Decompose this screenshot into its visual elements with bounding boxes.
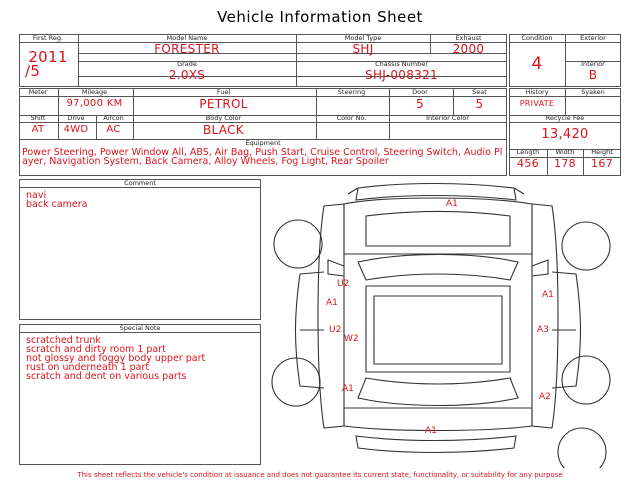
recycle-fee-label: Recycle Fee bbox=[545, 114, 585, 122]
door-label: Door bbox=[412, 88, 428, 96]
fuel-label: Fuel bbox=[216, 88, 231, 96]
width-value: 178 bbox=[554, 157, 576, 170]
length-label: Length bbox=[516, 148, 540, 156]
damage-mark-left-a1-b: A1 bbox=[342, 384, 354, 394]
damage-mark-right-a2: A2 bbox=[539, 392, 551, 402]
damage-mark-left-a1: A1 bbox=[326, 298, 338, 308]
special-note-line: not glossy and foggy body upper part bbox=[26, 353, 206, 364]
seat-label: Seat bbox=[472, 88, 487, 96]
exhaust-value: 2000 bbox=[452, 42, 485, 56]
wheel-front-left bbox=[274, 220, 322, 268]
width-label: Width bbox=[555, 148, 575, 156]
door-value: 5 bbox=[416, 97, 424, 111]
damage-mark-right-a1: A1 bbox=[542, 290, 554, 300]
first-reg-month: /5 bbox=[25, 62, 41, 80]
comment-label: Comment bbox=[124, 179, 156, 187]
drive-label: Drive bbox=[67, 114, 85, 122]
first-reg-year: 2011 bbox=[28, 48, 68, 66]
grade-label: Grade bbox=[177, 60, 197, 68]
mileage-label: Mileage bbox=[81, 88, 108, 96]
syaken-label: Syaken bbox=[581, 88, 605, 96]
chassis-number-label: Chassis Number bbox=[375, 60, 428, 68]
comment-line: back camera bbox=[26, 199, 88, 210]
wheel-rear-right bbox=[562, 356, 610, 404]
seat-value: 5 bbox=[475, 97, 484, 111]
condition-label: Condition bbox=[521, 34, 553, 42]
body-color-label: Body Color bbox=[205, 114, 242, 122]
shift-label: Shift bbox=[30, 114, 46, 122]
disclaimer-footer: This sheet reflects the vehicle's condition at issuance and does not guarantee its current state, functionality, or suitability for any purpose bbox=[77, 471, 563, 479]
wheel-rear-left bbox=[272, 358, 320, 406]
sheet-title: Vehicle Information Sheet bbox=[217, 8, 423, 26]
history-value: PRIVATE bbox=[519, 99, 555, 108]
first-reg-label: First Reg. bbox=[32, 34, 64, 42]
interior-color-label: Interior Color bbox=[426, 114, 469, 122]
special-note-line: scratched trunk bbox=[26, 335, 101, 346]
recycle-fee-value: 13,420 bbox=[541, 127, 589, 142]
exhaust-label: Exhaust bbox=[455, 34, 482, 42]
special-note-label: Special Note bbox=[119, 324, 161, 332]
special-note-line: scratch and dirty room 1 part bbox=[26, 344, 166, 355]
damage-mark-top: A1 bbox=[446, 199, 458, 209]
damage-mark-left-u2: U2 bbox=[337, 279, 350, 289]
interior-value: B bbox=[588, 68, 598, 82]
model-name-value: FORESTER bbox=[154, 42, 220, 56]
model-type-label: Model Type bbox=[344, 34, 382, 42]
comment-list bbox=[26, 191, 256, 209]
car-diagram bbox=[264, 176, 624, 468]
exterior-label: Exterior bbox=[580, 34, 606, 42]
equipment-label: Equipment bbox=[245, 139, 281, 147]
condition-value: 4 bbox=[531, 54, 543, 74]
comment-line: navi bbox=[26, 190, 47, 201]
drive-value: 4WD bbox=[63, 124, 89, 135]
spare-wheel bbox=[558, 428, 606, 468]
aircon-label: Aircon bbox=[103, 114, 124, 122]
model-name-label: Model Name bbox=[166, 34, 208, 42]
fuel-value: PETROL bbox=[199, 97, 248, 111]
equipment-value: Power Steering, Power Window All, ABS, Air Bag, Push Start, Cruise Control, Steering Switch, Audio Player, Navigation System, Back Camera, Alloy Wheels, Fog Light, Rear Spoiler bbox=[22, 147, 503, 167]
height-label: Height bbox=[591, 148, 613, 156]
model-type-value: SHJ bbox=[352, 42, 374, 56]
aircon-value: AC bbox=[106, 124, 121, 135]
shift-value: AT bbox=[31, 124, 45, 135]
color-no-label: Color No. bbox=[336, 114, 367, 122]
mileage-value: 97,000 KM bbox=[66, 98, 123, 109]
car-outline bbox=[296, 184, 581, 453]
special-note-line: rust on underneath 1 part bbox=[26, 362, 150, 373]
history-label: History bbox=[525, 88, 549, 96]
length-value: 456 bbox=[517, 157, 539, 170]
damage-mark-left-u2-b: U2 bbox=[329, 325, 342, 335]
damage-mark-right-a3: A3 bbox=[537, 325, 549, 335]
damage-mark-left-w2: W2 bbox=[344, 334, 359, 344]
wheel-front-right bbox=[562, 222, 610, 270]
steering-label: Steering bbox=[337, 88, 366, 96]
meter-label: Meter bbox=[28, 88, 48, 96]
grade-value: 2.0XS bbox=[168, 68, 206, 82]
height-value: 167 bbox=[591, 157, 613, 170]
body-color-value: BLACK bbox=[203, 123, 244, 137]
special-note-line: scratch and dent on various parts bbox=[26, 371, 187, 382]
chassis-number-value: SHJ-008321 bbox=[365, 68, 438, 82]
damage-mark-bottom: A1 bbox=[425, 426, 437, 436]
special-note-list bbox=[26, 336, 256, 381]
interior-label: Interior bbox=[581, 60, 605, 68]
